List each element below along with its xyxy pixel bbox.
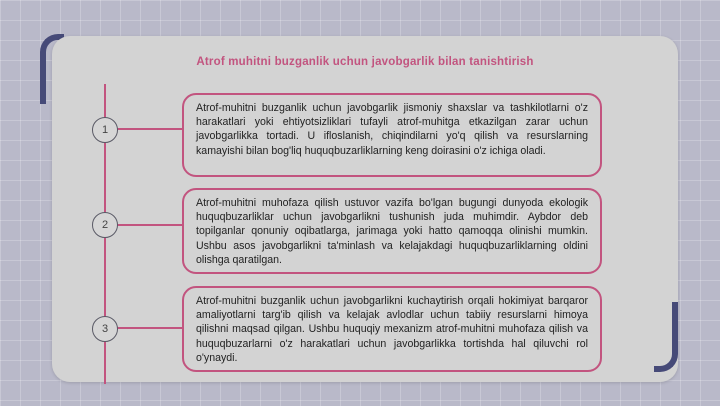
step-text-box: Atrof-muhitni muhofaza qilish ustuvor vazifa bo'lgan bugungi dunyoda ekologik huquqbuzarliklar uchun javobgarlikni tushunish juda muhimdir. Aybdor deb topilganlar qonuniy oqibatlarga, jarimaga yoki hatto qamoqqa olinishi mumkin. Ushbu asos javobgarlikni ta'minlash va kelajakdagi huquqbuzarliklarning oldini olishga qaratilgan. (182, 188, 602, 274)
slide-title: Atrof muhitni buzganlik uchun javobgarlik bilan tanishtirish (196, 56, 534, 68)
step-number-badge: 1 (92, 117, 118, 143)
step-text-box: Atrof-muhitni buzganlik uchun javobgarlik jismoniy shaxslar va tashkilotlarni o'z harakatlari yoki ehtiyotsizliklari tufayli atrof-muhitga etkazilgan zarar uchun javobgarlikka tortadi. U ifloslanish, chiqindilarni yo'q qilish va resurslarning kamayishi bilan bog'liq huquqbuzarliklarning keng doirasini o'z ichiga oladi. (182, 93, 602, 177)
step-number-badge: 2 (92, 212, 118, 238)
step-text-box: Atrof-muhitni buzganlik uchun javobgarlikni kuchaytirish orqali hokimiyat barqaror amaliyotlarni targ'ib qilish va kelajak avlodlar uchun tabiiy resurslarni himoya qilishni maqsad qilgan. Ushbu huquqiy mexanizm atrof-muhitni muhofaza qilish va huquqbuzarlarni o'z harakatlari uchun javobgarlikka tortishda hal qiluvchi rol o'ynaydi. (182, 286, 602, 372)
corner-bracket-bottom-right (654, 302, 678, 372)
step-number-badge: 3 (92, 316, 118, 342)
